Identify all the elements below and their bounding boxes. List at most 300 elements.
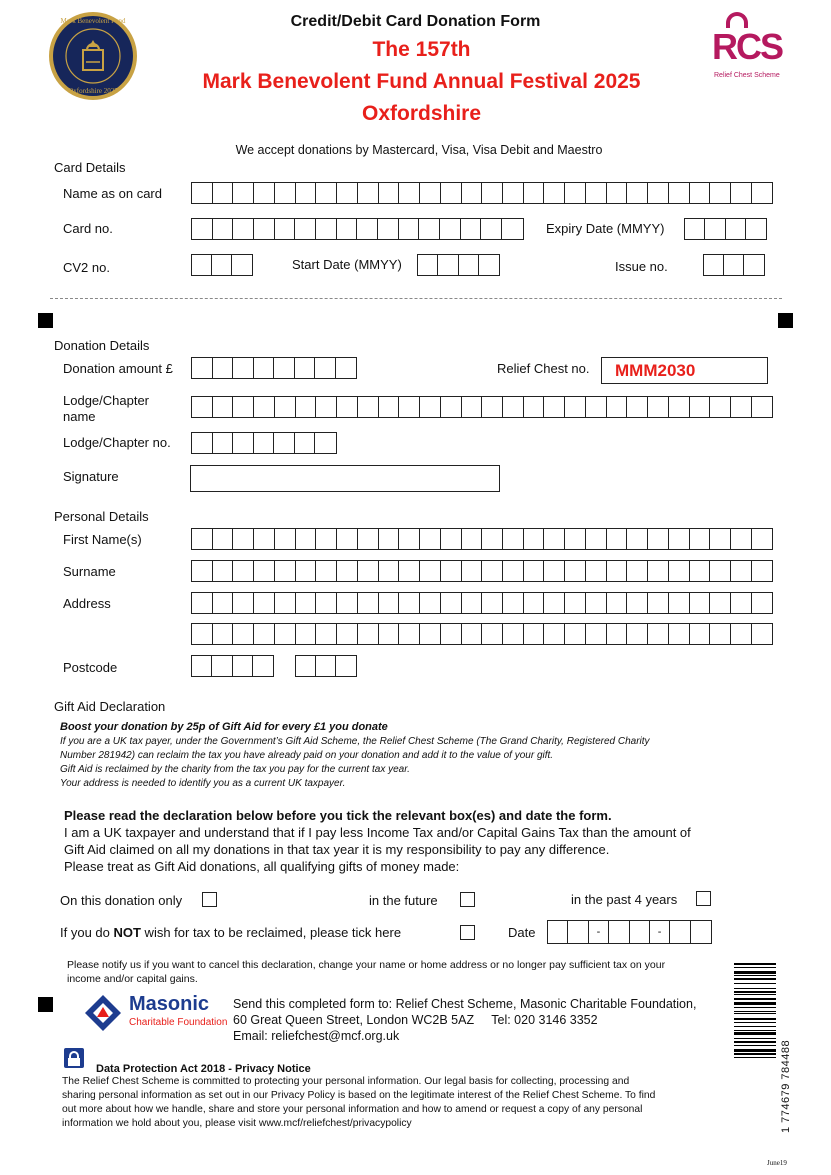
- notify-line2: income and/or capital gains.: [67, 973, 198, 985]
- char-cell[interactable]: [233, 397, 254, 417]
- char-cell[interactable]: [627, 561, 648, 581]
- char-cell[interactable]: [419, 219, 440, 239]
- char-cell[interactable]: [399, 561, 420, 581]
- barcode-bar: [734, 975, 776, 976]
- past-4-years-checkbox[interactable]: [696, 891, 711, 906]
- char-cell[interactable]: [503, 593, 524, 613]
- char-cell[interactable]: [482, 397, 503, 417]
- address-field-line2[interactable]: [191, 623, 773, 645]
- char-cell[interactable]: [316, 397, 337, 417]
- char-cell[interactable]: [731, 529, 752, 549]
- char-cell[interactable]: [213, 561, 234, 581]
- char-cell[interactable]: [752, 593, 773, 613]
- char-cell[interactable]: [462, 183, 483, 203]
- char-cell[interactable]: [441, 624, 462, 644]
- char-cell[interactable]: [462, 593, 483, 613]
- char-cell[interactable]: [420, 183, 441, 203]
- char-cell[interactable]: [315, 358, 336, 378]
- char-cell[interactable]: [607, 183, 628, 203]
- char-cell[interactable]: [296, 624, 317, 644]
- char-cell[interactable]: [275, 561, 296, 581]
- char-cell[interactable]: [752, 183, 773, 203]
- festival-title-line1: The 157th: [372, 38, 471, 61]
- char-cell[interactable]: [399, 529, 420, 549]
- donation-amount-field[interactable]: [191, 357, 357, 379]
- char-cell[interactable]: [627, 183, 648, 203]
- char-cell[interactable]: [274, 358, 295, 378]
- char-cell[interactable]: [690, 397, 711, 417]
- char-cell[interactable]: [544, 561, 565, 581]
- char-cell[interactable]: [586, 397, 607, 417]
- char-cell[interactable]: [607, 397, 628, 417]
- char-cell[interactable]: [607, 624, 628, 644]
- char-cell[interactable]: [482, 183, 503, 203]
- char-cell[interactable]: [316, 219, 337, 239]
- char-cell[interactable]: [503, 561, 524, 581]
- char-cell[interactable]: [565, 529, 586, 549]
- char-cell[interactable]: [704, 255, 724, 275]
- char-cell[interactable]: [462, 529, 483, 549]
- char-cell[interactable]: [752, 624, 773, 644]
- char-cell[interactable]: [336, 358, 357, 378]
- signature-field[interactable]: [190, 465, 500, 492]
- char-cell[interactable]: [192, 656, 212, 676]
- char-cell[interactable]: [379, 397, 400, 417]
- address-field-line1[interactable]: [191, 592, 773, 614]
- barcode-bar: [734, 978, 776, 980]
- char-cell[interactable]: [233, 183, 254, 203]
- char-cell[interactable]: [731, 183, 752, 203]
- char-cell[interactable]: [669, 529, 690, 549]
- postcode-field-inward[interactable]: [295, 655, 357, 677]
- future-checkbox[interactable]: [460, 892, 475, 907]
- char-cell[interactable]: [586, 593, 607, 613]
- char-cell[interactable]: [669, 624, 690, 644]
- char-cell[interactable]: [669, 183, 690, 203]
- cv2-field[interactable]: [191, 254, 253, 276]
- declaration-line3: Please treat as Gift Aid donations, all qualifying gifts of money made:: [64, 859, 460, 874]
- char-cell[interactable]: [648, 529, 669, 549]
- char-cell[interactable]: [233, 529, 254, 549]
- char-cell[interactable]: [213, 624, 234, 644]
- char-cell[interactable]: [544, 593, 565, 613]
- char-cell[interactable]: [337, 593, 358, 613]
- char-cell[interactable]: [233, 624, 254, 644]
- char-cell[interactable]: [399, 183, 420, 203]
- char-cell[interactable]: [482, 561, 503, 581]
- char-cell[interactable]: [358, 624, 379, 644]
- char-cell[interactable]: [586, 561, 607, 581]
- char-cell[interactable]: [192, 624, 213, 644]
- char-cell[interactable]: [192, 183, 213, 203]
- char-cell[interactable]: [192, 397, 213, 417]
- char-cell[interactable]: [254, 183, 275, 203]
- first-name-label: First Name(s): [63, 532, 142, 547]
- lodge-no-label: Lodge/Chapter no.: [63, 435, 171, 450]
- char-cell[interactable]: [378, 219, 399, 239]
- char-cell[interactable]: [669, 397, 690, 417]
- char-cell[interactable]: [524, 593, 545, 613]
- lodge-no-field[interactable]: [191, 432, 337, 454]
- char-cell[interactable]: [233, 593, 254, 613]
- char-cell[interactable]: [336, 656, 356, 676]
- donation-amount-label: Donation amount £: [63, 361, 173, 376]
- char-cell[interactable]: [648, 624, 669, 644]
- char-cell[interactable]: [544, 624, 565, 644]
- barcode-bar: [734, 1053, 776, 1055]
- data-protection-line4: information we hold about you, please visit www.mcf/reliefchest/privacypolicy: [62, 1118, 412, 1129]
- data-protection-line3: out more about how we handle, share and store your personal information and how to amend or request a copy of any personal: [62, 1104, 643, 1115]
- char-cell[interactable]: [213, 219, 234, 239]
- barcode-bars: [734, 963, 776, 1133]
- char-cell[interactable]: [524, 529, 545, 549]
- char-cell[interactable]: [337, 397, 358, 417]
- first-name-field[interactable]: [191, 528, 773, 550]
- char-cell[interactable]: [586, 529, 607, 549]
- char-cell[interactable]: [690, 183, 711, 203]
- char-cell[interactable]: [275, 529, 296, 549]
- lodge-name-field[interactable]: [191, 396, 773, 418]
- char-cell[interactable]: [213, 183, 234, 203]
- char-cell[interactable]: [296, 561, 317, 581]
- char-cell[interactable]: [565, 624, 586, 644]
- char-cell[interactable]: [316, 593, 337, 613]
- char-cell[interactable]: [524, 561, 545, 581]
- char-cell[interactable]: [358, 397, 379, 417]
- char-cell[interactable]: [192, 593, 213, 613]
- char-cell[interactable]: [544, 183, 565, 203]
- char-cell[interactable]: [379, 624, 400, 644]
- char-cell[interactable]: [685, 219, 705, 239]
- char-cell[interactable]: [438, 255, 458, 275]
- surname-field[interactable]: [191, 560, 773, 582]
- char-cell[interactable]: [275, 593, 296, 613]
- char-cell[interactable]: [254, 433, 275, 453]
- char-cell[interactable]: [213, 433, 234, 453]
- char-cell[interactable]: [524, 397, 545, 417]
- no-tax-reclaim-checkbox[interactable]: [460, 925, 475, 940]
- date-separator: -: [589, 921, 609, 943]
- char-cell[interactable]: [710, 397, 731, 417]
- char-cell[interactable]: [213, 529, 234, 549]
- char-cell[interactable]: [627, 593, 648, 613]
- send-to-line3: Email: reliefchest@mcf.org.uk: [233, 1029, 400, 1043]
- char-cell[interactable]: [275, 219, 296, 239]
- address-label: Address: [63, 596, 111, 611]
- barcode-bar: [734, 1007, 776, 1008]
- char-cell[interactable]: [503, 397, 524, 417]
- char-cell[interactable]: [358, 593, 379, 613]
- char-cell[interactable]: [316, 183, 337, 203]
- barcode-bar: [734, 988, 776, 989]
- char-cell[interactable]: [544, 397, 565, 417]
- char-cell[interactable]: [690, 529, 711, 549]
- char-cell[interactable]: [544, 529, 565, 549]
- char-cell[interactable]: [316, 529, 337, 549]
- char-cell[interactable]: [462, 561, 483, 581]
- char-cell[interactable]: [254, 624, 275, 644]
- registration-mark-left: [38, 313, 53, 328]
- postcode-field-outward[interactable]: [191, 655, 274, 677]
- char-cell[interactable]: [752, 561, 773, 581]
- char-cell[interactable]: [669, 561, 690, 581]
- barcode-bar: [734, 991, 776, 993]
- char-cell[interactable]: [192, 433, 213, 453]
- char-cell[interactable]: [357, 219, 378, 239]
- char-cell[interactable]: [399, 397, 420, 417]
- char-cell[interactable]: [710, 593, 731, 613]
- declaration-line2: Gift Aid claimed on all my donations in that tax year it is my responsibility to pay any difference.: [64, 842, 610, 857]
- gift-aid-para-line2: Number 281942) can reclaim the tax you have already paid on your donation and add it to the value of your gift.: [60, 750, 554, 761]
- char-cell[interactable]: [607, 593, 628, 613]
- char-cell[interactable]: [295, 219, 316, 239]
- start-date-field[interactable]: [417, 254, 500, 276]
- char-cell[interactable]: [296, 397, 317, 417]
- char-cell[interactable]: [296, 529, 317, 549]
- date-separator: -: [650, 921, 670, 943]
- char-cell[interactable]: [648, 397, 669, 417]
- char-cell[interactable]: [275, 624, 296, 644]
- char-cell[interactable]: [192, 219, 213, 239]
- form-version: June19: [767, 1159, 787, 1167]
- lodge-name-label-line2: name: [63, 409, 96, 424]
- char-cell[interactable]: [705, 219, 725, 239]
- cv2-label: CV2 no.: [63, 260, 110, 275]
- char-cell[interactable]: [565, 593, 586, 613]
- char-cell[interactable]: [379, 529, 400, 549]
- festival-title-line2: Mark Benevolent Fund Annual Festival 2025: [202, 70, 641, 93]
- barcode-bar: [734, 967, 776, 968]
- this-donation-checkbox[interactable]: [202, 892, 217, 907]
- char-cell[interactable]: [607, 529, 628, 549]
- char-cell[interactable]: [337, 624, 358, 644]
- char-cell[interactable]: [316, 561, 337, 581]
- char-cell[interactable]: [586, 183, 607, 203]
- char-cell[interactable]: [192, 358, 213, 378]
- declaration-line1: I am a UK taxpayer and understand that if I pay less Income Tax and/or Capital Gains Tax than the amount of: [64, 825, 691, 840]
- char-cell[interactable]: [420, 593, 441, 613]
- char-cell[interactable]: [295, 433, 316, 453]
- barcode-bar: [734, 998, 776, 1000]
- char-cell[interactable]: [731, 624, 752, 644]
- char-cell[interactable]: [462, 624, 483, 644]
- rcs-logo-letters: RCS: [712, 26, 783, 67]
- char-cell[interactable]: [420, 529, 441, 549]
- char-cell[interactable]: [316, 624, 337, 644]
- char-cell[interactable]: [648, 593, 669, 613]
- char-cell[interactable]: [752, 529, 773, 549]
- barcode-bar: [734, 1013, 776, 1014]
- char-cell[interactable]: [627, 624, 648, 644]
- char-cell[interactable]: [337, 183, 358, 203]
- char-cell[interactable]: [296, 183, 317, 203]
- badge-top-text: Mark Benevolent Fund: [60, 17, 126, 25]
- char-cell[interactable]: [213, 358, 234, 378]
- char-cell[interactable]: [418, 255, 438, 275]
- char-cell[interactable]: [752, 397, 773, 417]
- char-cell[interactable]: [233, 219, 254, 239]
- masonic-name: Masonic: [129, 993, 210, 1015]
- char-cell[interactable]: [379, 561, 400, 581]
- gift-aid-para-line3: Gift Aid is reclaimed by the charity from the tax you pay for the current tax year.: [60, 764, 410, 775]
- registration-mark-right: [778, 313, 793, 328]
- char-cell[interactable]: [192, 255, 212, 275]
- char-cell[interactable]: [482, 624, 503, 644]
- char-cell[interactable]: [253, 656, 273, 676]
- padlock-icon: [64, 1048, 84, 1068]
- char-cell[interactable]: [254, 529, 275, 549]
- char-cell[interactable]: [233, 561, 254, 581]
- char-cell[interactable]: [726, 219, 746, 239]
- char-cell[interactable]: [482, 529, 503, 549]
- char-cell[interactable]: [420, 624, 441, 644]
- registration-mark-bottom: [38, 997, 53, 1012]
- char-cell[interactable]: [565, 561, 586, 581]
- char-cell[interactable]: [399, 219, 420, 239]
- char-cell[interactable]: [358, 529, 379, 549]
- barcode-bar: [734, 1026, 776, 1027]
- char-cell[interactable]: [648, 561, 669, 581]
- name-on-card-label: Name as on card: [63, 186, 162, 201]
- lodge-name-label-line1: Lodge/Chapter: [63, 393, 150, 408]
- char-cell[interactable]: [315, 433, 336, 453]
- gift-aid-para-line1: If you are a UK tax payer, under the Government’s Gift Aid Scheme, the Relief Chest Scheme (The Grand Charity, Registered Charity: [60, 736, 650, 747]
- char-cell[interactable]: [459, 255, 479, 275]
- char-cell[interactable]: [296, 656, 316, 676]
- char-cell[interactable]: [399, 593, 420, 613]
- char-cell[interactable]: [212, 255, 232, 275]
- char-cell[interactable]: [503, 183, 524, 203]
- barcode-bar: [734, 1049, 776, 1052]
- char-cell[interactable]: [295, 358, 316, 378]
- char-cell[interactable]: [379, 183, 400, 203]
- char-cell[interactable]: [710, 624, 731, 644]
- option-past-4-years-label: in the past 4 years: [571, 892, 678, 907]
- char-cell[interactable]: [627, 529, 648, 549]
- char-cell[interactable]: [481, 219, 502, 239]
- card-number-field[interactable]: [191, 218, 524, 240]
- char-cell[interactable]: [420, 397, 441, 417]
- char-cell[interactable]: [440, 219, 461, 239]
- char-cell[interactable]: [627, 397, 648, 417]
- char-cell[interactable]: [232, 255, 252, 275]
- name-on-card-field[interactable]: [191, 182, 773, 204]
- char-cell[interactable]: [565, 183, 586, 203]
- relief-chest-number-box[interactable]: [601, 357, 768, 384]
- char-cell[interactable]: [503, 624, 524, 644]
- char-cell[interactable]: [724, 255, 744, 275]
- char-cell[interactable]: [441, 529, 462, 549]
- char-cell[interactable]: [441, 397, 462, 417]
- char-cell[interactable]: [274, 433, 295, 453]
- char-cell[interactable]: [731, 561, 752, 581]
- char-cell[interactable]: [379, 593, 400, 613]
- notify-line1: Please notify us if you want to cancel this declaration, change your name or home address or no longer pay sufficient tax on your: [67, 959, 666, 971]
- char-cell[interactable]: [744, 255, 764, 275]
- char-cell[interactable]: [690, 561, 711, 581]
- char-cell[interactable]: [731, 593, 752, 613]
- cut-line-divider: [50, 298, 782, 299]
- char-cell[interactable]: [213, 593, 234, 613]
- char-cell[interactable]: [441, 561, 462, 581]
- char-cell[interactable]: [358, 183, 379, 203]
- char-cell[interactable]: [254, 561, 275, 581]
- char-cell[interactable]: [710, 529, 731, 549]
- char-cell[interactable]: [690, 624, 711, 644]
- char-cell[interactable]: [441, 183, 462, 203]
- char-cell[interactable]: [254, 593, 275, 613]
- char-cell[interactable]: [337, 219, 358, 239]
- barcode-bar: [734, 1022, 776, 1023]
- barcode-bar: [734, 1041, 776, 1043]
- barcode-bar: [734, 1032, 776, 1035]
- char-cell[interactable]: [441, 593, 462, 613]
- char-cell[interactable]: [746, 219, 766, 239]
- char-cell[interactable]: [565, 397, 586, 417]
- masonic-emblem-icon: [83, 993, 123, 1033]
- char-cell[interactable]: [212, 656, 232, 676]
- barcode-bar: [734, 971, 776, 974]
- char-cell[interactable]: [479, 255, 499, 275]
- char-cell[interactable]: [337, 529, 358, 549]
- char-cell[interactable]: [710, 561, 731, 581]
- char-cell[interactable]: [669, 593, 690, 613]
- char-cell[interactable]: [275, 397, 296, 417]
- issue-no-field[interactable]: [703, 254, 765, 276]
- date-field[interactable]: [547, 920, 712, 944]
- personal-details-heading: Personal Details: [54, 509, 149, 524]
- char-cell[interactable]: [502, 219, 523, 239]
- char-cell[interactable]: [337, 561, 358, 581]
- declaration-heading: Please read the declaration below before you tick the relevant box(es) and date the form.: [64, 808, 612, 823]
- date-label: Date: [508, 925, 536, 940]
- char-cell[interactable]: [710, 183, 731, 203]
- char-cell[interactable]: [399, 624, 420, 644]
- char-cell[interactable]: [275, 183, 296, 203]
- char-cell[interactable]: [586, 624, 607, 644]
- char-cell[interactable]: [462, 397, 483, 417]
- char-cell[interactable]: [482, 593, 503, 613]
- char-cell[interactable]: [358, 561, 379, 581]
- char-cell[interactable]: [213, 397, 234, 417]
- barcode-bar: [734, 963, 776, 965]
- badge-bottom-text: Oxfordshire 2025: [68, 87, 118, 95]
- char-cell[interactable]: [316, 656, 336, 676]
- char-cell[interactable]: [461, 219, 482, 239]
- char-cell[interactable]: [254, 358, 275, 378]
- barcode: [734, 963, 794, 1133]
- char-cell[interactable]: [524, 624, 545, 644]
- char-cell[interactable]: [503, 529, 524, 549]
- char-cell[interactable]: [420, 561, 441, 581]
- char-cell[interactable]: [233, 656, 253, 676]
- char-cell[interactable]: [254, 219, 275, 239]
- char-cell[interactable]: [296, 593, 317, 613]
- char-cell[interactable]: [607, 561, 628, 581]
- char-cell[interactable]: [233, 358, 254, 378]
- data-protection-line2: sharing personal information as set out in our Privacy Policy is based on the legitimate interest of the Relief Chest Scheme. To find: [62, 1090, 656, 1101]
- char-cell[interactable]: [233, 433, 254, 453]
- char-cell[interactable]: [690, 593, 711, 613]
- char-cell[interactable]: [192, 529, 213, 549]
- char-cell[interactable]: [731, 397, 752, 417]
- char-cell[interactable]: [192, 561, 213, 581]
- char-cell[interactable]: [254, 397, 275, 417]
- expiry-date-field[interactable]: [684, 218, 767, 240]
- char-cell[interactable]: [524, 183, 545, 203]
- char-cell[interactable]: [648, 183, 669, 203]
- relief-chest-label: Relief Chest no.: [497, 361, 590, 376]
